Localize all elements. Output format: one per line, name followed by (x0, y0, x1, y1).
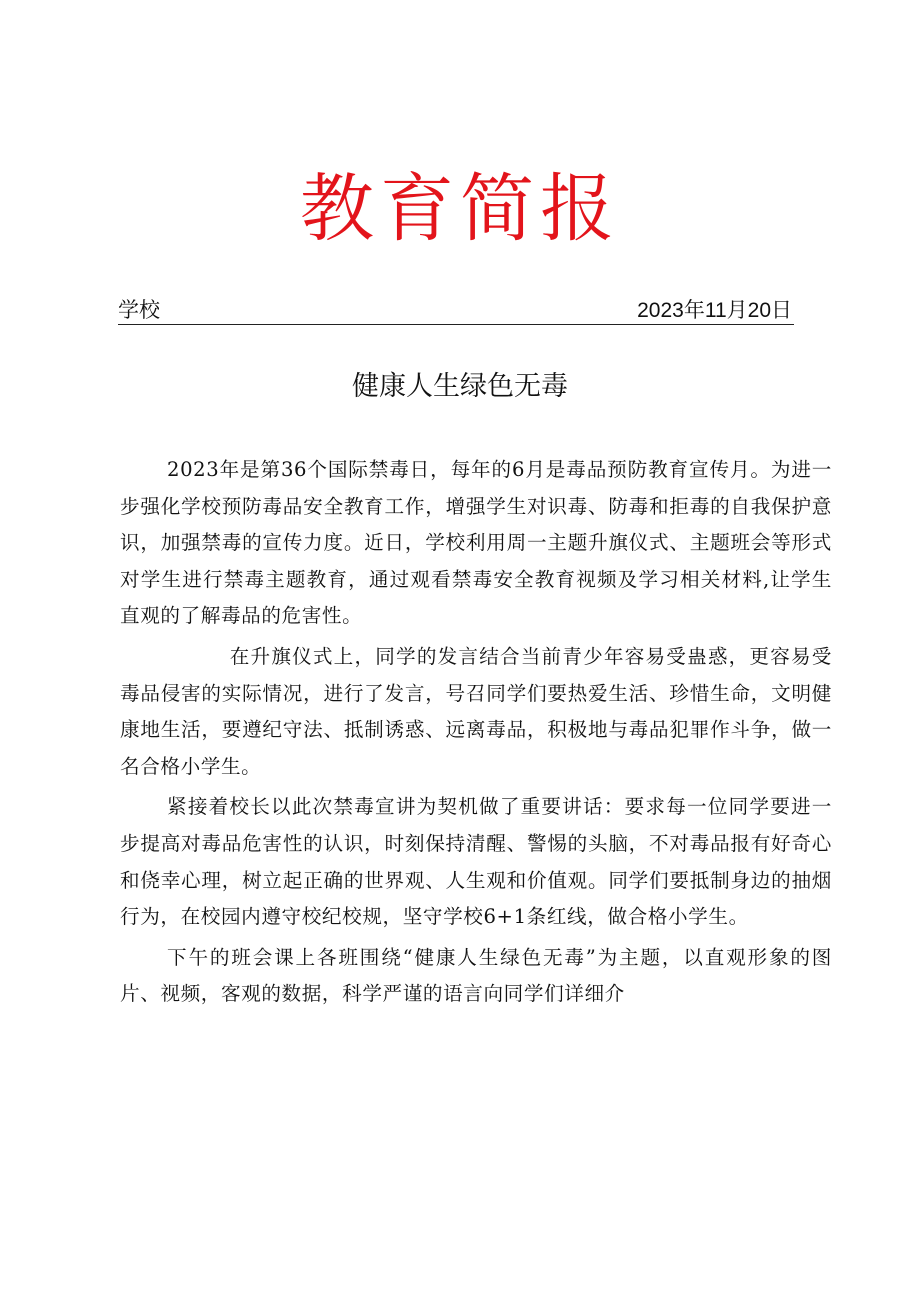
paragraph-1: 2023年是第36个国际禁毒日，每年的6月是毒品预防教育宣传月。为进一步强化学校预防毒品安全教育工作，增强学生对识毒、防毒和拒毒的自我保护意识，加强禁毒的宣传力度。近日，学校利用周一主题升旗仪式、主题班会等形式对学生进行禁毒主题教育，通过观看禁毒安全教育视频及学习相关材料,让学生直观的了解毒品的危害性。 (120, 458, 832, 628)
issue-date: 2023年11月20日 (637, 299, 792, 322)
paragraph-2: 在升旗仪式上，同学的发言结合当前青少年容易受蛊惑，更容易受毒品侵害的实际情况，进行了发言，号召同学们要热爱生活、珍惜生命，文明健康地生活，要遵纪守法、抵制诱惑、远离毒品，积极地与毒品犯罪作斗争，做一名合格小学生。 (120, 644, 832, 778)
paragraph-4: 下午的班会课上各班围绕“健康人生绿色无毒”为主题，以直观形象的图片、视频，客观的数据，科学严谨的语言向同学们详细介 (120, 945, 832, 1006)
article-body (120, 452, 832, 1017)
article-title: 健康人生绿色无毒 (352, 371, 568, 402)
newsletter-masthead: 教育简报 (300, 166, 620, 252)
newsletter-meta-row (118, 298, 794, 325)
paragraph-3: 紧接着校长以此次禁毒宣讲为契机做了重要讲话：要求每一位同学要进一步提高对毒品危害性的认识，时刻保持清醒、警惕的头脑，不对毒品报有好奇心和侥幸心理，树立起正确的世界观、人生观和价值观。同学们要抵制身边的抽烟行为，在校园内遵守校纪校规，坚守学校6+1条红线，做合格小学生。 (120, 795, 832, 929)
school-label: 学校 (118, 299, 160, 322)
